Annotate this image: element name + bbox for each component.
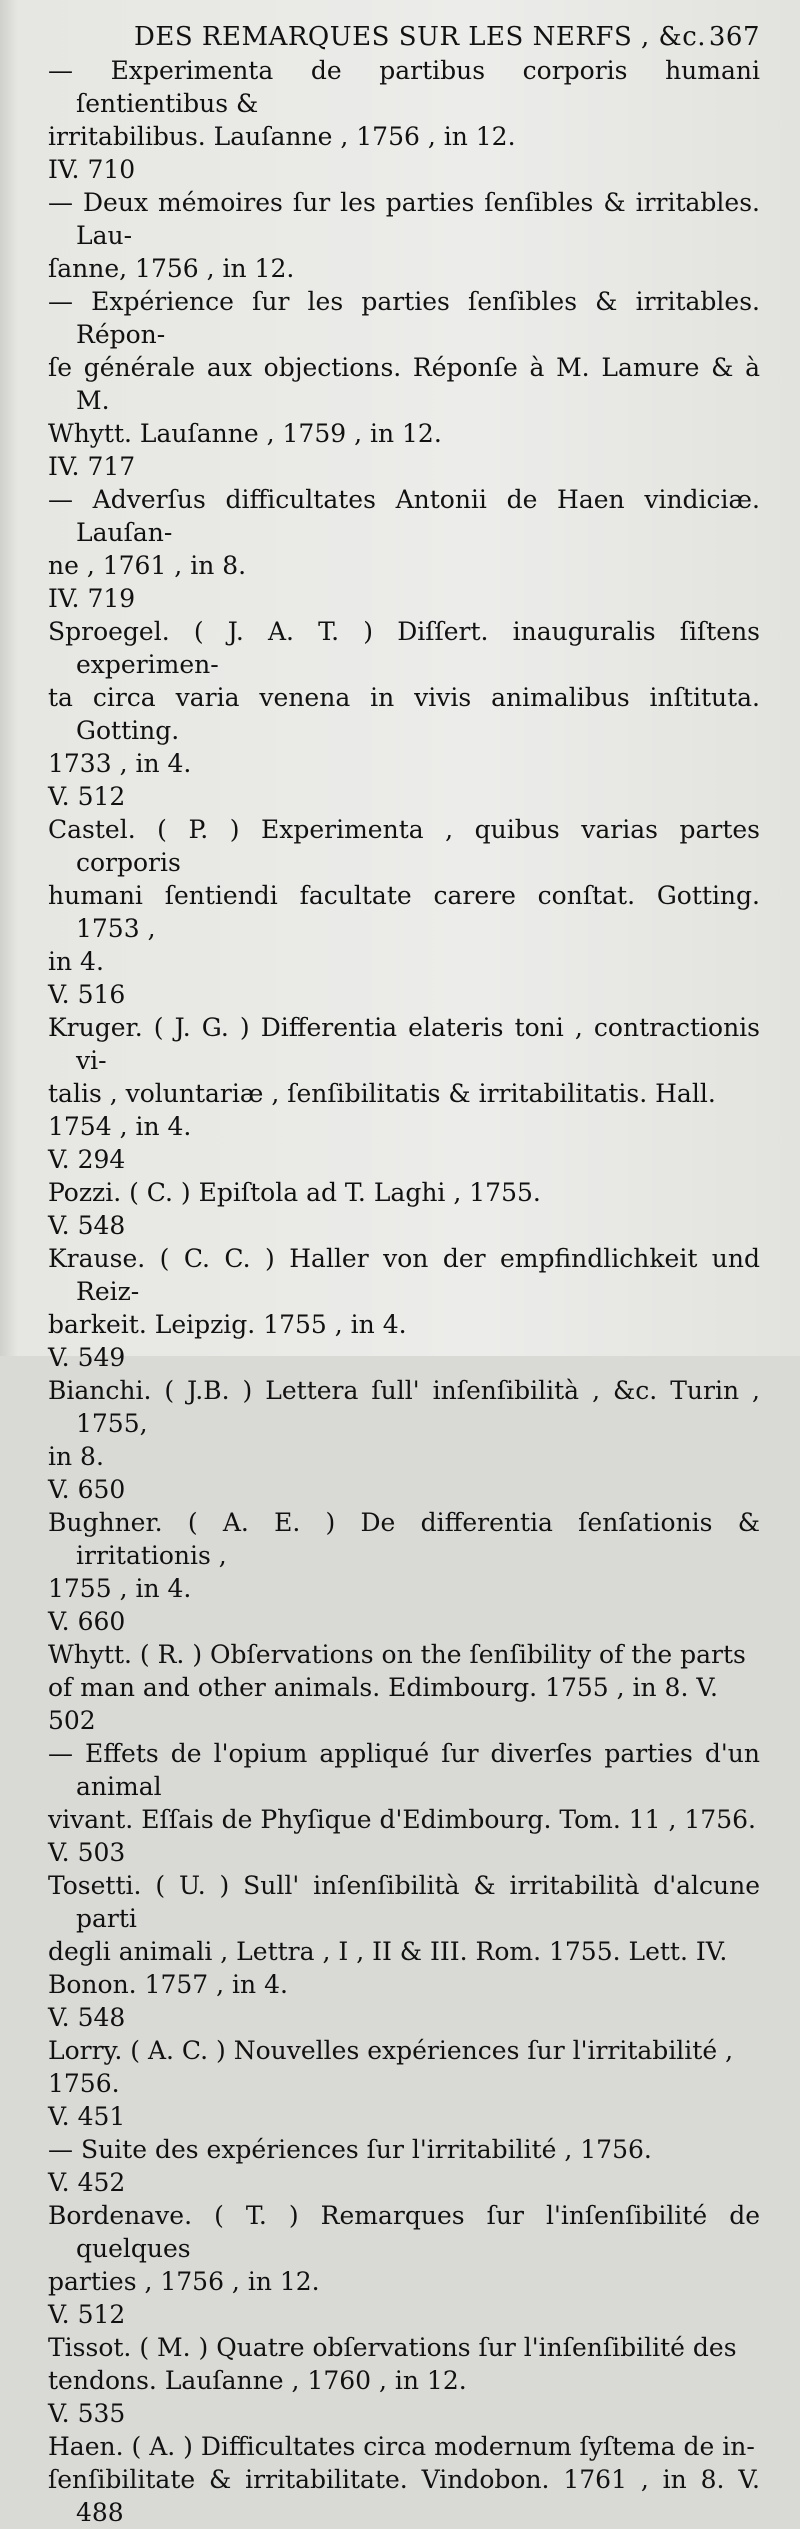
entry-line: 1754 , in 4. [48,1112,192,1141]
running-title: DES REMARQUES SUR LES NERFS , &c. [134,22,707,52]
entry-line: Tosetti. ( U. ) Sull' inſenſibilità & irritabilità d'alcune parti [48,1871,760,1933]
entry-line: Whytt. Lauſanne , 1759 , in 12. [48,419,442,448]
entry-line: V. 512 [48,2300,126,2329]
entry-line: V. 535 [48,2399,126,2428]
bibliography-entry [48,1176,760,1242]
entry-line: V. 549 [48,1343,126,1372]
bibliography-entry [48,2331,760,2430]
bibliography-entry [48,1869,760,2034]
entry-line: V. 548 [48,1211,126,1240]
entry-line: ne , 1761 , in 8. [48,551,247,580]
entry-line: Castel. ( P. ) Experimenta , quibus varias partes corporis [48,815,760,877]
entry-line: ſe générale aux objections. Réponſe à M. Lamure & à M. [48,353,760,415]
entry-line: V. 660 [48,1607,126,1636]
entry-line: degli animali , Lettra , I , II & III. Rom. 1755. Lett. IV. [48,1937,728,1966]
entry-line: Lorry. ( A. C. ) Nouvelles expériences ſur l'irritabilité , [48,2036,734,2065]
entry-line: Pozzi. ( C. ) Epiſtola ad T. Laghi , 1755. [48,1178,541,1207]
running-head [134,22,760,52]
bibliography-entry [48,2430,760,2529]
entry-line: 1756. [48,2069,120,2098]
entry-line: — Experimenta de partibus corporis humani ſentientibus & [48,56,760,118]
entry-line: Bordenave. ( T. ) Remarques ſur l'inſenſibilité de quelques [48,2201,760,2263]
bibliography-entry [48,1638,760,1737]
entry-line: parties , 1756 , in 12. [48,2267,320,2296]
bibliography-entry [48,1242,760,1374]
entry-line: V. 512 [48,782,126,811]
entry-line: humani ſentiendi facultate carere conſtat. Gotting. 1753 , [48,881,760,943]
entry-line: tendons. Lauſanne , 1760 , in 12. [48,2366,467,2395]
entry-line: V. 294 [48,1145,126,1174]
entry-line: 1755 , in 4. [48,1574,192,1603]
entry-line: Kruger. ( J. G. ) Differentia elateris toni , contractionis vi- [48,1013,760,1075]
bibliography-entry [48,483,760,615]
entry-line: Haen. ( A. ) Difficultates circa modernum ſyſtema de in- [48,2432,755,2461]
entry-line: Krause. ( C. C. ) Haller von der empfindlichkeit und Reiz- [48,1244,760,1306]
entry-line: V. 452 [48,2168,126,2197]
entry-line: talis , voluntariæ , ſenſibilitatis & irritabilitatis. Hall. [48,1079,716,1108]
entry-line: — Adverſus difficultates Antonii de Haen vindiciæ. Lauſan- [48,485,760,547]
bibliography-list [48,54,760,2529]
bibliography-entry [48,2133,760,2199]
bibliography-entry [48,2034,760,2133]
entry-line: Bonon. 1757 , in 4. [48,1970,288,1999]
entry-line: — Suite des expériences ſur l'irritabilité , 1756. [48,2135,652,2164]
entry-line: Tissot. ( M. ) Quatre obſervations ſur l'inſenſibilité des [48,2333,737,2362]
bibliography-entry [48,186,760,285]
entry-line: of man and other animals. Edimbourg. 1755 , in 8. V. [48,1673,718,1702]
entry-line: vivant. Eſſais de Phyſique d'Edimbourg. Tom. 11 , 1756. [48,1805,756,1834]
bibliography-entry [48,1737,760,1869]
entry-line: in 8. [48,1442,104,1471]
bibliography-entry [48,813,760,1011]
entry-line: V. 650 [48,1475,126,1504]
entry-line: 502 [48,1706,96,1735]
entry-line: ſenſibilitate & irritabilitate. Vindobon. 1761 , in 8. V. 488 [48,2465,760,2527]
bibliography-entry [48,285,760,483]
entry-line: — Effets de l'opium appliqué ſur diverſes parties d'un animal [48,1739,760,1801]
entry-line: in 4. [48,947,104,976]
entry-line: IV. 717 [48,452,136,481]
entry-line: barkeit. Leipzig. 1755 , in 4. [48,1310,407,1339]
bibliography-entry [48,1374,760,1506]
bibliography-entry [48,1011,760,1176]
entry-line: V. 451 [48,2102,126,2131]
page-number: 367 [708,22,760,52]
entry-line: IV. 710 [48,155,136,184]
entry-line: irritabilibus. Lauſanne , 1756 , in 12. [48,122,516,151]
entry-line: Bianchi. ( J.B. ) Lettera ſull' inſenſibilità , &c. Turin , 1755, [48,1376,760,1438]
entry-line: Sproegel. ( J. A. T. ) Diſſert. inauguralis ſiſtens experimen- [48,617,760,679]
bibliography-entry [48,2199,760,2331]
entry-line: V. 503 [48,1838,126,1867]
entry-line: Whytt. ( R. ) Obſervations on the ſenſibility of the parts [48,1640,746,1669]
entry-line: V. 548 [48,2003,126,2032]
entry-line: V. 516 [48,980,126,1009]
entry-line: IV. 719 [48,584,136,613]
entry-line: ta circa varia venena in vivis animalibus inſtituta. Gotting. [48,683,760,745]
entry-line: — Expérience ſur les parties ſenſibles & irritables. Répon- [48,287,760,349]
bibliography-entry [48,615,760,813]
entry-line: ſanne, 1756 , in 12. [48,254,295,283]
entry-line: 1733 , in 4. [48,749,192,778]
entry-line: — Deux mémoires ſur les parties ſenſibles & irritables. Lau- [48,188,760,250]
entry-line: Bughner. ( A. E. ) De differentia ſenſationis & irritationis , [48,1508,760,1570]
bibliography-entry [48,54,760,186]
bibliography-entry [48,1506,760,1638]
